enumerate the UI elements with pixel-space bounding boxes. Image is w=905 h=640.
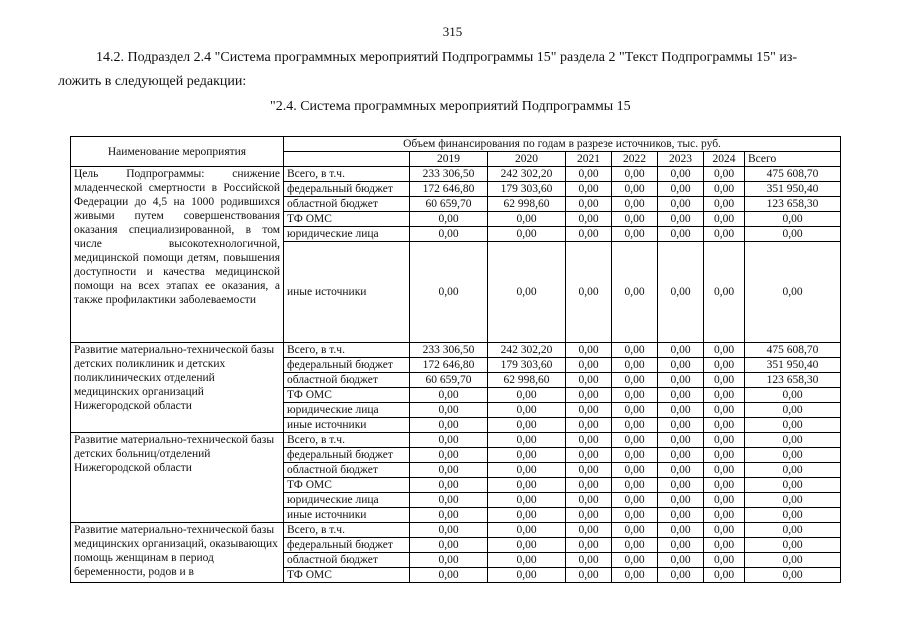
year-value: 0,00 [704, 568, 745, 583]
year-value: 0,00 [658, 358, 704, 373]
year-value: 0,00 [566, 433, 612, 448]
year-value: 0,00 [566, 212, 612, 227]
year-value: 0,00 [410, 227, 488, 242]
table-body [71, 167, 841, 583]
funding-source: областной бюджет [284, 373, 410, 388]
year-value: 0,00 [612, 197, 658, 212]
funding-source: федеральный бюджет [284, 448, 410, 463]
year-value: 0,00 [488, 212, 566, 227]
year-value: 0,00 [612, 343, 658, 358]
total-value: 0,00 [745, 538, 841, 553]
year-value: 0,00 [410, 212, 488, 227]
year-value: 0,00 [612, 358, 658, 373]
year-value: 0,00 [488, 418, 566, 433]
year-value: 0,00 [658, 182, 704, 197]
page-number: 315 [442, 24, 463, 39]
total-value: 0,00 [745, 478, 841, 493]
year-value: 0,00 [658, 523, 704, 538]
total-value: 0,00 [745, 242, 841, 343]
year-value: 0,00 [566, 463, 612, 478]
header-year: 2019 [410, 152, 488, 167]
year-value: 0,00 [410, 538, 488, 553]
year-value: 0,00 [566, 448, 612, 463]
total-value: 0,00 [745, 523, 841, 538]
year-value: 0,00 [488, 242, 566, 343]
header-year: 2022 [612, 152, 658, 167]
year-value: 0,00 [488, 463, 566, 478]
year-value: 0,00 [612, 493, 658, 508]
year-value: 0,00 [566, 227, 612, 242]
year-value: 0,00 [566, 388, 612, 403]
year-value: 0,00 [488, 388, 566, 403]
year-value: 0,00 [566, 358, 612, 373]
year-value: 0,00 [410, 508, 488, 523]
year-value: 0,00 [658, 343, 704, 358]
funding-source: иные источники [284, 418, 410, 433]
year-value: 0,00 [658, 553, 704, 568]
year-value: 0,00 [566, 197, 612, 212]
year-value: 0,00 [612, 538, 658, 553]
total-value: 0,00 [745, 388, 841, 403]
year-value: 0,00 [612, 167, 658, 182]
year-value: 0,00 [410, 403, 488, 418]
year-value: 0,00 [612, 418, 658, 433]
year-value: 0,00 [704, 433, 745, 448]
year-value: 242 302,20 [488, 167, 566, 182]
year-value: 0,00 [410, 568, 488, 583]
total-value: 0,00 [745, 493, 841, 508]
table-row [71, 523, 841, 538]
year-value: 60 659,70 [410, 197, 488, 212]
header-year: 2021 [566, 152, 612, 167]
intro-line-1-text: 14.2. Подраздел 2.4 "Система программных мероприятий Подпрограммы 15" раздела 2 "Текст Подпрограммы 15" из- [96, 50, 798, 65]
year-value: 0,00 [566, 568, 612, 583]
year-value: 62 998,60 [488, 373, 566, 388]
year-value: 233 306,50 [410, 343, 488, 358]
year-value: 0,00 [704, 508, 745, 523]
year-value: 0,00 [488, 493, 566, 508]
funding-source: ТФ ОМС [284, 568, 410, 583]
year-value: 0,00 [658, 493, 704, 508]
year-value: 0,00 [658, 448, 704, 463]
funding-source: Всего, в т.ч. [284, 523, 410, 538]
year-value: 0,00 [612, 478, 658, 493]
year-value: 0,00 [704, 242, 745, 343]
year-value: 0,00 [488, 523, 566, 538]
year-value: 0,00 [410, 553, 488, 568]
total-value: 0,00 [745, 227, 841, 242]
year-value: 0,00 [658, 388, 704, 403]
year-value: 0,00 [704, 553, 745, 568]
year-value: 0,00 [612, 227, 658, 242]
total-value: 475 608,70 [745, 167, 841, 182]
year-value: 0,00 [704, 403, 745, 418]
total-value: 123 658,30 [745, 373, 841, 388]
header-row-1 [71, 137, 841, 152]
year-value: 0,00 [612, 242, 658, 343]
year-value: 0,00 [488, 568, 566, 583]
year-value: 0,00 [658, 403, 704, 418]
year-value: 0,00 [566, 167, 612, 182]
year-value: 0,00 [410, 523, 488, 538]
year-value: 0,00 [704, 493, 745, 508]
year-value: 62 998,60 [488, 197, 566, 212]
funding-source: областной бюджет [284, 197, 410, 212]
table-row [71, 433, 841, 448]
funding-source: Всего, в т.ч. [284, 343, 410, 358]
year-value: 242 302,20 [488, 343, 566, 358]
year-value: 0,00 [488, 478, 566, 493]
total-value: 0,00 [745, 212, 841, 227]
year-value: 0,00 [658, 433, 704, 448]
year-value: 0,00 [658, 167, 704, 182]
funding-source: областной бюджет [284, 553, 410, 568]
year-value: 0,00 [704, 197, 745, 212]
header-year: 2023 [658, 152, 704, 167]
year-value: 0,00 [704, 388, 745, 403]
year-value: 60 659,70 [410, 373, 488, 388]
total-value: 351 950,40 [745, 358, 841, 373]
funding-source: областной бюджет [284, 463, 410, 478]
year-value: 233 306,50 [410, 167, 488, 182]
total-value: 0,00 [745, 568, 841, 583]
total-value: 123 658,30 [745, 197, 841, 212]
year-value: 0,00 [410, 493, 488, 508]
table-row [71, 167, 841, 182]
year-value: 0,00 [704, 463, 745, 478]
year-value: 0,00 [704, 212, 745, 227]
year-value: 0,00 [566, 373, 612, 388]
funding-source: иные источники [284, 242, 410, 343]
total-value: 0,00 [745, 433, 841, 448]
year-value: 0,00 [704, 523, 745, 538]
funding-table [70, 136, 841, 583]
funding-source: юридические лица [284, 227, 410, 242]
table-row [71, 343, 841, 358]
year-value: 179 303,60 [488, 358, 566, 373]
year-value: 0,00 [704, 418, 745, 433]
funding-source: юридические лица [284, 493, 410, 508]
year-value: 0,00 [612, 403, 658, 418]
year-value: 0,00 [704, 343, 745, 358]
year-value: 0,00 [566, 508, 612, 523]
year-value: 179 303,60 [488, 182, 566, 197]
year-value: 0,00 [410, 463, 488, 478]
year-value: 0,00 [612, 433, 658, 448]
year-value: 0,00 [658, 227, 704, 242]
total-value: 351 950,40 [745, 182, 841, 197]
year-value: 0,00 [488, 508, 566, 523]
year-value: 0,00 [488, 403, 566, 418]
year-value: 0,00 [612, 388, 658, 403]
year-value: 0,00 [704, 182, 745, 197]
year-value: 0,00 [566, 242, 612, 343]
year-value: 0,00 [704, 373, 745, 388]
year-value: 0,00 [410, 433, 488, 448]
year-value: 0,00 [566, 343, 612, 358]
year-value: 0,00 [566, 538, 612, 553]
funding-source: юридические лица [284, 403, 410, 418]
year-value: 0,00 [612, 448, 658, 463]
year-value: 0,00 [704, 448, 745, 463]
total-value: 0,00 [745, 508, 841, 523]
funding-source: федеральный бюджет [284, 358, 410, 373]
year-value: 0,00 [612, 523, 658, 538]
header-name-col: Наименование мероприятия [71, 137, 284, 167]
funding-source: иные источники [284, 508, 410, 523]
year-value: 0,00 [612, 508, 658, 523]
year-value: 0,00 [658, 242, 704, 343]
total-value: 0,00 [745, 448, 841, 463]
total-value: 0,00 [745, 463, 841, 478]
funding-source: Всего, в т.ч. [284, 433, 410, 448]
year-value: 0,00 [658, 568, 704, 583]
section-subtitle: "2.4. Система программных мероприятий Подпрограммы 15 [270, 99, 631, 114]
measure-name: Цель Подпрограммы: снижение младенческой смертности в Российской Федерации до 4,5 на 1000 родившихся живыми путем совершенствования оказания специализированной, в том числе высокотехнологичной, медицинской помощи детям, повышения доступности и качества медицинской помощи на всех этапах ее оказания, а также профилактики заболеваемости [71, 167, 284, 343]
year-value: 0,00 [658, 212, 704, 227]
year-value: 0,00 [704, 167, 745, 182]
year-value: 0,00 [658, 478, 704, 493]
year-value: 0,00 [612, 553, 658, 568]
header-source-col [284, 152, 410, 167]
year-value: 0,00 [658, 538, 704, 553]
measure-name: Развитие материально-технической базы детских поликлиник и детских поликлинических отделений медицинских организаций Нижегородской области [71, 343, 284, 433]
year-value: 0,00 [566, 403, 612, 418]
funding-source: ТФ ОМС [284, 478, 410, 493]
header-funding-col: Объем финансирования по годам в разрезе источников, тыс. руб. [284, 137, 841, 152]
measure-name: Развитие материально-технической базы медицинских организаций, оказывающих помощь женщинам в период беременности, родов и в [71, 523, 284, 583]
year-value: 0,00 [612, 212, 658, 227]
year-value: 0,00 [658, 508, 704, 523]
year-value: 0,00 [704, 358, 745, 373]
intro-line-1 [58, 46, 858, 69]
total-value: 0,00 [745, 553, 841, 568]
year-value: 172 646,80 [410, 358, 488, 373]
year-value: 0,00 [566, 418, 612, 433]
year-value: 0,00 [612, 568, 658, 583]
funding-source: федеральный бюджет [284, 182, 410, 197]
year-value: 0,00 [704, 538, 745, 553]
year-value: 0,00 [704, 478, 745, 493]
year-value: 0,00 [658, 418, 704, 433]
funding-source: Всего, в т.ч. [284, 167, 410, 182]
total-value: 475 608,70 [745, 343, 841, 358]
intro-line-2: ложить в следующей редакции: [58, 74, 247, 89]
year-value: 0,00 [566, 493, 612, 508]
total-value: 0,00 [745, 418, 841, 433]
year-value: 0,00 [658, 197, 704, 212]
total-value: 0,00 [745, 403, 841, 418]
year-value: 0,00 [488, 448, 566, 463]
header-total: Всего [745, 152, 841, 167]
year-value: 0,00 [658, 373, 704, 388]
funding-source: ТФ ОМС [284, 212, 410, 227]
header-year: 2020 [488, 152, 566, 167]
year-value: 0,00 [566, 523, 612, 538]
year-value: 172 646,80 [410, 182, 488, 197]
year-value: 0,00 [488, 553, 566, 568]
year-value: 0,00 [410, 448, 488, 463]
year-value: 0,00 [410, 242, 488, 343]
year-value: 0,00 [566, 182, 612, 197]
year-value: 0,00 [488, 433, 566, 448]
header-year: 2024 [704, 152, 745, 167]
funding-source: ТФ ОМС [284, 388, 410, 403]
funding-source: федеральный бюджет [284, 538, 410, 553]
year-value: 0,00 [410, 418, 488, 433]
year-value: 0,00 [488, 538, 566, 553]
year-value: 0,00 [410, 478, 488, 493]
year-value: 0,00 [612, 463, 658, 478]
measure-name: Развитие материально-технической базы детских больниц/отделений Нижегородской области [71, 433, 284, 523]
year-value: 0,00 [566, 478, 612, 493]
year-value: 0,00 [612, 182, 658, 197]
year-value: 0,00 [658, 463, 704, 478]
year-value: 0,00 [704, 227, 745, 242]
year-value: 0,00 [488, 227, 566, 242]
year-value: 0,00 [566, 553, 612, 568]
year-value: 0,00 [410, 388, 488, 403]
year-value: 0,00 [612, 373, 658, 388]
